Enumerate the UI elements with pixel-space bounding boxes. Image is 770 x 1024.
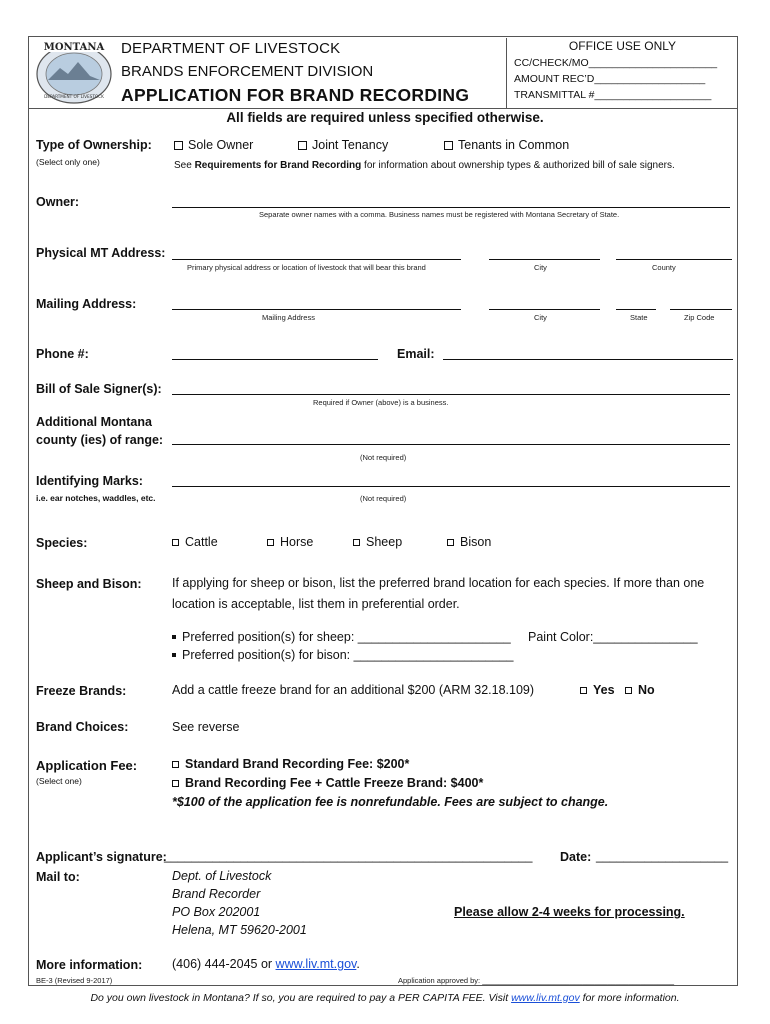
counties-label-2: county (ies) of range: — [36, 433, 164, 447]
bison-position-field[interactable]: Preferred position(s) for bison: _______________________ — [172, 648, 514, 662]
physical-city-field[interactable] — [489, 259, 600, 260]
office-use-box — [506, 38, 738, 108]
owner-hint: Separate owner names with a comma. Business names must be registered with Montana Secretary of State. — [259, 210, 620, 219]
bullet-icon — [172, 635, 176, 639]
physical-address-hint: Primary physical address or location of livestock that will bear this brand — [187, 263, 426, 272]
mailing-zip-hint: Zip Code — [684, 313, 715, 322]
species-option-cattle[interactable]: Cattle — [172, 535, 218, 549]
checkbox-sole-owner[interactable] — [174, 141, 183, 150]
owner-label: Owner: — [36, 195, 80, 209]
office-line-check: CC/CHECK/MO______________________ — [514, 57, 718, 69]
fee-footnote: *$100 of the application fee is nonrefundable. Fees are subject to change. — [172, 795, 609, 809]
checkbox-fee-freeze[interactable] — [172, 780, 179, 787]
per-capita-link[interactable]: www.liv.mt.gov — [511, 992, 580, 1004]
svg-text:DEPARTMENT OF LIVESTOCK: DEPARTMENT OF LIVESTOCK — [44, 94, 104, 99]
checkbox-freeze-yes[interactable] — [580, 687, 587, 694]
freeze-yes-option[interactable]: Yes — [580, 683, 615, 697]
mailing-city-hint: City — [534, 313, 547, 322]
mailing-address-label: Mailing Address: — [36, 297, 137, 311]
owner-field[interactable] — [172, 207, 730, 208]
mailing-zip-field[interactable] — [670, 309, 732, 310]
physical-address-field[interactable] — [172, 259, 461, 260]
bill-of-sale-field[interactable] — [172, 394, 730, 395]
counties-hint: (Not required) — [360, 453, 407, 462]
per-capita-notice: Do you own livestock in Montana? If so, you are required to pay a PER CAPITA FEE. Visit www.liv.mt.gov for more information. — [90, 992, 680, 1004]
sheep-position-field[interactable]: Preferred position(s) for sheep: ______________________ — [172, 630, 511, 644]
mail-line-1: Dept. of Livestock — [172, 869, 272, 883]
more-info-contact: (406) 444-2045 or www.liv.mt.gov. — [172, 957, 360, 971]
approved-by-line: Application approved by: ______________________________________________ — [398, 976, 675, 985]
fee-option-standard[interactable]: Standard Brand Recording Fee: $200* — [172, 757, 409, 771]
fee-option-freeze[interactable]: Brand Recording Fee + Cattle Freeze Brand: $400* — [172, 776, 483, 790]
mail-line-2: Brand Recorder — [172, 887, 261, 901]
marks-field[interactable] — [172, 486, 730, 487]
date-field[interactable]: ___________________ — [596, 849, 729, 863]
date-label: Date: — [560, 850, 592, 864]
ownership-info: See Requirements for Brand Recording for information about ownership types & authorized bill of sale signers. — [174, 160, 675, 171]
marks-hint: (Not required) — [360, 494, 407, 503]
department-name: DEPARTMENT OF LIVESTOCK — [121, 40, 341, 57]
email-field[interactable] — [443, 359, 733, 360]
email-label: Email: — [397, 347, 435, 361]
species-option-horse[interactable]: Horse — [267, 535, 313, 549]
svg-text:MONTANA: MONTANA — [43, 42, 105, 53]
form-subtitle: All fields are required unless specified otherwise. — [226, 110, 544, 125]
application-fee-label: Application Fee: — [36, 758, 138, 773]
office-use-title: OFFICE USE ONLY — [568, 39, 677, 53]
checkbox-sheep[interactable] — [353, 539, 360, 546]
signature-field[interactable]: _____________________________________________________ — [164, 849, 533, 863]
phone-field[interactable] — [172, 359, 378, 360]
species-option-bison[interactable]: Bison — [447, 535, 491, 549]
physical-address-label: Physical MT Address: — [36, 246, 166, 260]
brand-choices-text: See reverse — [172, 720, 240, 734]
office-line-amount: AMOUNT REC’D___________________ — [514, 73, 706, 85]
more-info-label: More information: — [36, 958, 143, 972]
bill-of-sale-hint: Required if Owner (above) is a business. — [313, 398, 449, 407]
form-title: APPLICATION FOR BRAND RECORDING — [121, 85, 470, 105]
mail-line-4: Helena, MT 59620-2001 — [172, 923, 307, 937]
sheep-bison-text-2: location is acceptable, list them in preferential order. — [172, 597, 460, 611]
division-name: BRANDS ENFORCEMENT DIVISION — [121, 63, 374, 80]
form-id: BE-3 (Revised 9-2017) — [36, 976, 113, 985]
freeze-brands-text: Add a cattle freeze brand for an additional $200 (ARM 32.18.109) — [172, 683, 535, 697]
marks-note: i.e. ear notches, waddles, etc. — [36, 493, 156, 503]
checkbox-cattle[interactable] — [172, 539, 179, 546]
physical-city-hint: City — [534, 263, 547, 272]
ownership-option-sole[interactable]: Sole Owner — [174, 138, 253, 152]
sheep-bison-text-1: If applying for sheep or bison, list the preferred brand location for each species. If more than one — [172, 576, 705, 590]
processing-notice: Please allow 2-4 weeks for processing. — [454, 905, 685, 919]
mailing-state-field[interactable] — [616, 309, 656, 310]
physical-county-hint: County — [652, 263, 676, 272]
checkbox-tenants-in-common[interactable] — [444, 141, 453, 150]
ownership-option-joint[interactable]: Joint Tenancy — [298, 138, 388, 152]
phone-label: Phone #: — [36, 347, 89, 361]
mailing-city-field[interactable] — [489, 309, 600, 310]
checkbox-horse[interactable] — [267, 539, 274, 546]
mail-to-label: Mail to: — [36, 870, 80, 884]
marks-label: Identifying Marks: — [36, 474, 143, 488]
form-border — [28, 36, 738, 986]
counties-label-1: Additional Montana — [36, 415, 152, 429]
office-line-transmittal: TRANSMITTAL #____________________ — [514, 89, 712, 101]
checkbox-fee-standard[interactable] — [172, 761, 179, 768]
header-divider — [28, 108, 738, 109]
freeze-brands-label: Freeze Brands: — [36, 684, 127, 698]
checkbox-bison[interactable] — [447, 539, 454, 546]
ownership-label: Type of Ownership: — [36, 138, 152, 152]
application-fee-note: (Select one) — [36, 776, 82, 786]
physical-county-field[interactable] — [616, 259, 732, 260]
bullet-icon — [172, 653, 176, 657]
counties-field[interactable] — [172, 444, 730, 445]
signature-label: Applicant’s signature: — [36, 850, 167, 864]
montana-seal-logo — [34, 38, 114, 106]
mail-line-3: PO Box 202001 — [172, 905, 261, 919]
paint-color-field[interactable]: Paint Color:_______________ — [528, 630, 698, 644]
checkbox-freeze-no[interactable] — [625, 687, 632, 694]
mailing-address-field[interactable] — [172, 309, 461, 310]
mailing-state-hint: State — [630, 313, 648, 322]
website-link[interactable]: www.liv.mt.gov — [275, 957, 357, 971]
species-label: Species: — [36, 536, 88, 550]
checkbox-joint-tenancy[interactable] — [298, 141, 307, 150]
ownership-option-common[interactable]: Tenants in Common — [444, 138, 569, 152]
sheep-bison-label: Sheep and Bison: — [36, 577, 142, 591]
brand-choices-label: Brand Choices: — [36, 720, 129, 734]
bill-of-sale-label: Bill of Sale Signer(s): — [36, 382, 162, 396]
species-option-sheep[interactable]: Sheep — [353, 535, 402, 549]
ownership-note: (Select only one) — [36, 157, 100, 167]
freeze-no-option[interactable]: No — [625, 683, 655, 697]
mailing-address-hint: Mailing Address — [262, 313, 315, 322]
